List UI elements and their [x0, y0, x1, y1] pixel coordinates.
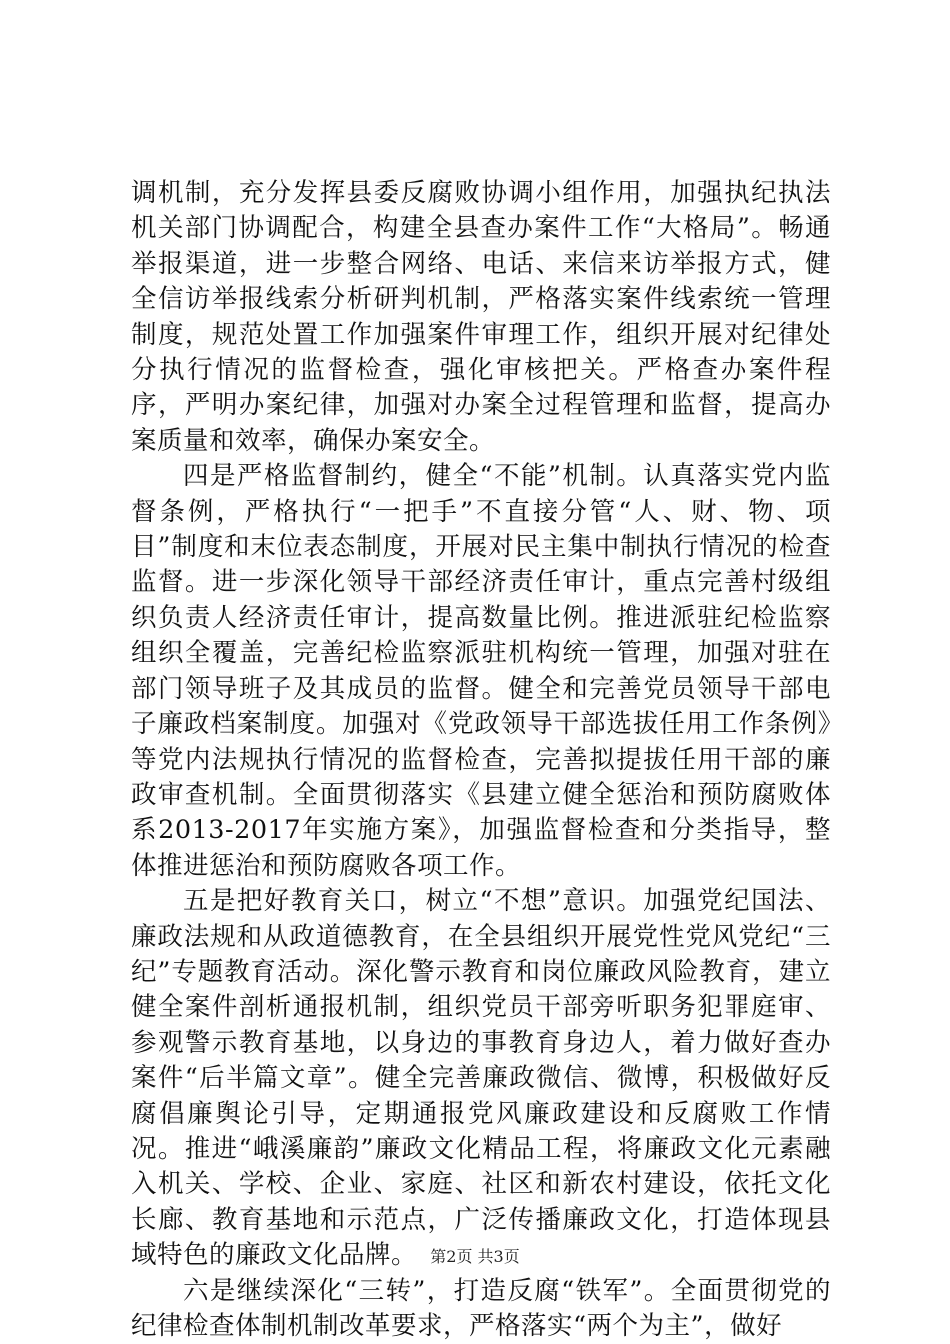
document-body	[131, 176, 831, 1344]
page-footer	[0, 1244, 950, 1267]
page-number: 第2页 共3页	[430, 1247, 520, 1266]
paragraph-1: 调机制，充分发挥县委反腐败协调小组作用，加强执纪执法机关部门协调配合，构建全县查办案件工作“大格局”。畅通举报渠道，进一步整合网络、电话、来信来访举报方式，健全信访举报线索分析研判机制，严格落实案件线索统一管理制度，规范处置工作加强案件审理工作，组织开展对纪律处分执行情况的监督检查，强化审核把关。严格查办案件程序，严明办案纪律，加强对办案全过程管理和监督，提高办案质量和效率，确保办案安全。	[131, 178, 831, 456]
paragraph-3: 五是把好教育关口，树立“不想”意识。加强党纪国法、廉政法规和从政道德教育，在全县组织开展党性党风党纪“三纪”专题教育活动。深化警示教育和岗位廉政风险教育，建立健全案件剖析通报机制，组织党员干部旁听职务犯罪庭审、参观警示教育基地，以身边的事教育身边人，着力做好查办案件“后半篇文章”。健全完善廉政微信、微博，积极做好反腐倡廉舆论引导，定期通报党风廉政建设和反腐败工作情况。推进“峨溪廉韵”廉政文化精品工程，将廉政文化元素融入机关、学校、企业、家庭、社区和新农村建设，依托文化长廊、教育基地和示范点，广泛传播廉政文化，打造体现县域特色的廉政文化品牌。	[131, 886, 831, 1271]
paragraph-2: 四是严格监督制约，健全“不能”机制。认真落实党内监督条例，严格执行“一把手”不直接分管“人、财、物、项目”制度和末位表态制度，开展对民主集中制执行情况的检查监督。进一步深化领导干部经济责任审计，重点完善村级组织负责人经济责任审计，提高数量比例。推进派驻纪检监察组织全覆盖，完善纪检监察派驻机构统一管理，加强对驻在部门领导班子及其成员的监督。健全和完善党员领导干部电子廉政档案制度。加强对《党政领导干部选拔任用工作条例》等党内法规执行情况的监督检查，完善拟提拔任用干部的廉政审查机制。全面贯彻落实《县建立健全惩治和预防腐败体系2013-2017年实施方案》，加强监督检查和分类指导，整体推进惩治和预防腐败各项工作。	[131, 461, 831, 881]
paragraph-4: 六是继续深化“三转”，打造反腐“铁军”。全面贯彻党的纪律检查体制机制改革要求，严格落实“两个为主”，做好	[131, 1275, 831, 1341]
